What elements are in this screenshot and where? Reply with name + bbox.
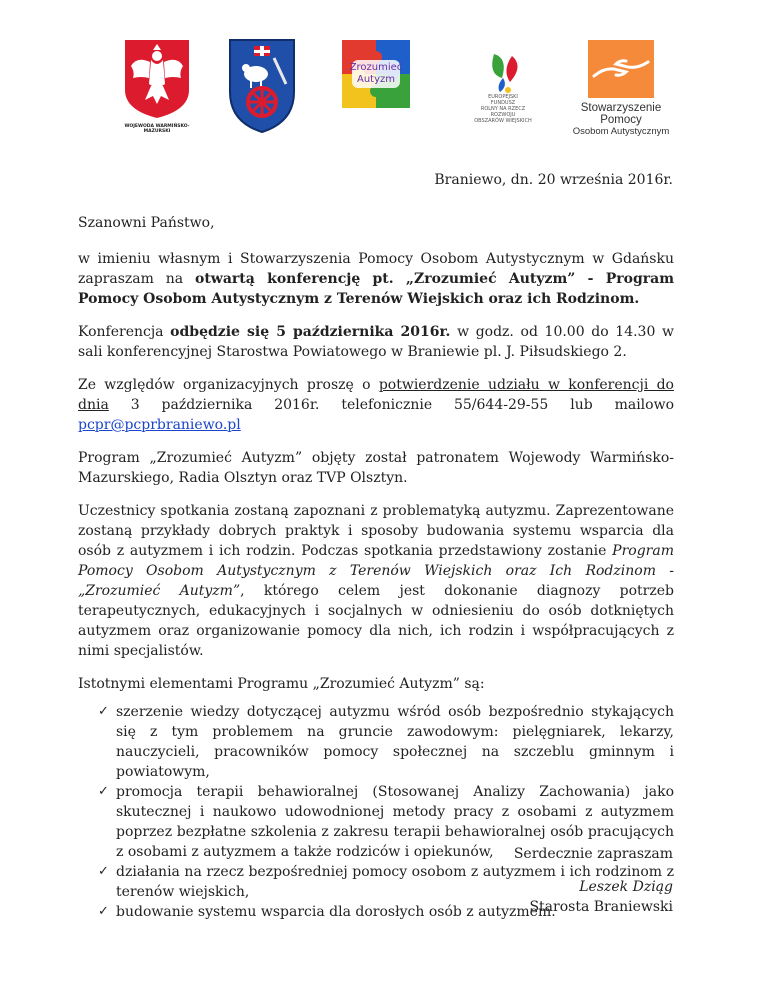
eu-caption-line-2: FUNDUSZ bbox=[490, 100, 516, 106]
signature-name: Leszek Dziąg bbox=[579, 879, 673, 895]
list-item bbox=[78, 702, 674, 782]
paragraph-rsvp bbox=[78, 375, 674, 435]
paragraph-elements-intro: Istotnymi elementami Programu „Zrozumieć Autyzm” są: bbox=[78, 676, 485, 692]
helping-hands-icon bbox=[588, 40, 654, 98]
check-icon: ✓ bbox=[98, 864, 109, 879]
paragraph-invitation bbox=[78, 249, 674, 309]
description-text-2: , którego celem jest dokonanie diagnozy potrzeb terapeutycznych, edukacyjnych i socjalnych w odniesieniu do osób dotkniętych autyzmem oraz organizowanie pomocy dla nich, ich rodzin i współpracujących z nimi specjalistów. bbox=[78, 583, 674, 659]
voivode-caption: WOJEWODA WARMIŃSKO-MAZURSKI bbox=[124, 124, 190, 134]
coat-of-arms-icon bbox=[228, 38, 296, 134]
conference-title: otwartą konferencję pt. „Zrozumieć Autyzm” - Program Pomocy Osobom Autystycznym z Terenów Wiejskich oraz ich Rodzinom. bbox=[78, 271, 675, 307]
association-caption bbox=[562, 102, 680, 138]
list-item-text: budowanie systemu wsparcia dla dorosłych osób z autyzmem. bbox=[116, 904, 556, 920]
check-icon: ✓ bbox=[98, 784, 109, 799]
venue-text-2: w godz. od 10.00 do 14.30 w sali konferencyjnej Starostwa Powiatowego w Braniewie pl. J. Piłsudskiego 2. bbox=[78, 324, 674, 360]
closing: Serdecznie zapraszam bbox=[513, 846, 673, 862]
eu-fund-caption bbox=[472, 94, 534, 124]
signature-block bbox=[529, 877, 673, 917]
program-name: Program Pomocy Osobom Autystycznym z Terenów Wiejskich oraz Ich Rodzinom - „Zrozumieć Autyzm” bbox=[78, 543, 674, 599]
eu-caption-line-1: EUROPEJSKI bbox=[488, 94, 518, 100]
association-logo bbox=[562, 40, 680, 137]
invitation-text: w imieniu własnym i Stowarzyszenia Pomocy Osobom Autystycznym w Gdańsku zapraszam na bbox=[78, 251, 674, 287]
county-coat-of-arms bbox=[228, 38, 296, 134]
association-caption-line-2: Osobom Autystycznym bbox=[572, 126, 670, 137]
list-item-text: działania na rzecz bezpośredniej pomocy osobom z autyzmem i ich rodzinom z terenów wiejskich, bbox=[116, 864, 674, 900]
eagle-emblem-icon bbox=[123, 38, 191, 120]
eu-fund-leaves-icon bbox=[478, 48, 528, 94]
rsvp-deadline: potwierdzenie udziału w konferencji do dnia bbox=[78, 377, 674, 413]
autism-program-logo bbox=[340, 38, 412, 110]
association-logo-box bbox=[588, 40, 654, 98]
signature-title: Starosta Braniewski bbox=[529, 899, 673, 915]
check-icon: ✓ bbox=[98, 904, 109, 919]
eu-fund-logo bbox=[474, 48, 532, 132]
email-link[interactable]: pcpr@pcprbraniewo.pl bbox=[78, 417, 241, 433]
autism-logo-line-2: Autyzm bbox=[356, 74, 395, 85]
check-icon: ✓ bbox=[98, 704, 109, 719]
eu-caption-line-3: ROLNY NA RZECZ bbox=[480, 106, 526, 112]
letter-date: Braniewo, dn. 20 września 2016r. bbox=[434, 172, 673, 188]
logo-bar bbox=[0, 0, 768, 140]
paragraph-patronage: Program „Zrozumieć Autyzm” objęty został patronatem Wojewody Warmińsko-Mazurskiego, Radia Olsztyn oraz TVP Olsztyn. bbox=[78, 450, 674, 486]
eu-caption-line-4: ROZWOJU bbox=[490, 112, 516, 118]
greeting: Szanowni Państwo, bbox=[78, 215, 215, 231]
paragraph-description bbox=[78, 501, 674, 661]
paragraph-date-venue bbox=[78, 322, 674, 362]
list-item-text: promocja terapii behawioralnej (Stosowanej Analizy Zachowania) jako skutecznej i naukowo udowodnionej metody pracy z osobami z autyzmem poprzez bezpłatne szkolenia z zakresu terapii behawioralnej osób pracujących z osobami z autyzmem a także rodziców i opiekunów, bbox=[116, 784, 674, 860]
letter-body bbox=[78, 249, 674, 922]
association-caption-line-1: Stowarzyszenie Pomocy bbox=[580, 102, 662, 126]
venue-text-1: Konferencja bbox=[78, 324, 171, 340]
rsvp-text-2: 3 października 2016r. telefonicznie 55/644-29-55 lub mailowo bbox=[108, 397, 674, 413]
voivode-emblem bbox=[123, 38, 191, 138]
conference-date: odbędzie się 5 października 2016r. bbox=[170, 324, 451, 340]
rsvp-text-1: Ze względów organizacyjnych proszę o bbox=[78, 377, 379, 393]
autism-logo-line-1: Zrozumieć bbox=[349, 62, 403, 73]
description-text-1: Uczestnicy spotkania zostaną zapoznani z problematyką autyzmu. Zaprezentowane zostaną przykłady dobrych praktyk i sposoby budowania systemu wsparcia dla osób z autyzmem i ich rodzin. Podczas spotkania przedstawiony zostanie bbox=[78, 503, 674, 559]
list-item-text: szerzenie wiedzy dotyczącej autyzmu wśród osób bezpośrednio stykających się z tym problemem na gruncie zawodowym: pielęgniarek, lekarzy, nauczycieli, pracowników pomocy społecznej na szczeblu gminnym i powiatowym, bbox=[116, 704, 674, 780]
eu-caption-line-5: OBSZARÓW WIEJSKICH bbox=[474, 118, 532, 124]
autism-logo-text bbox=[340, 62, 412, 86]
